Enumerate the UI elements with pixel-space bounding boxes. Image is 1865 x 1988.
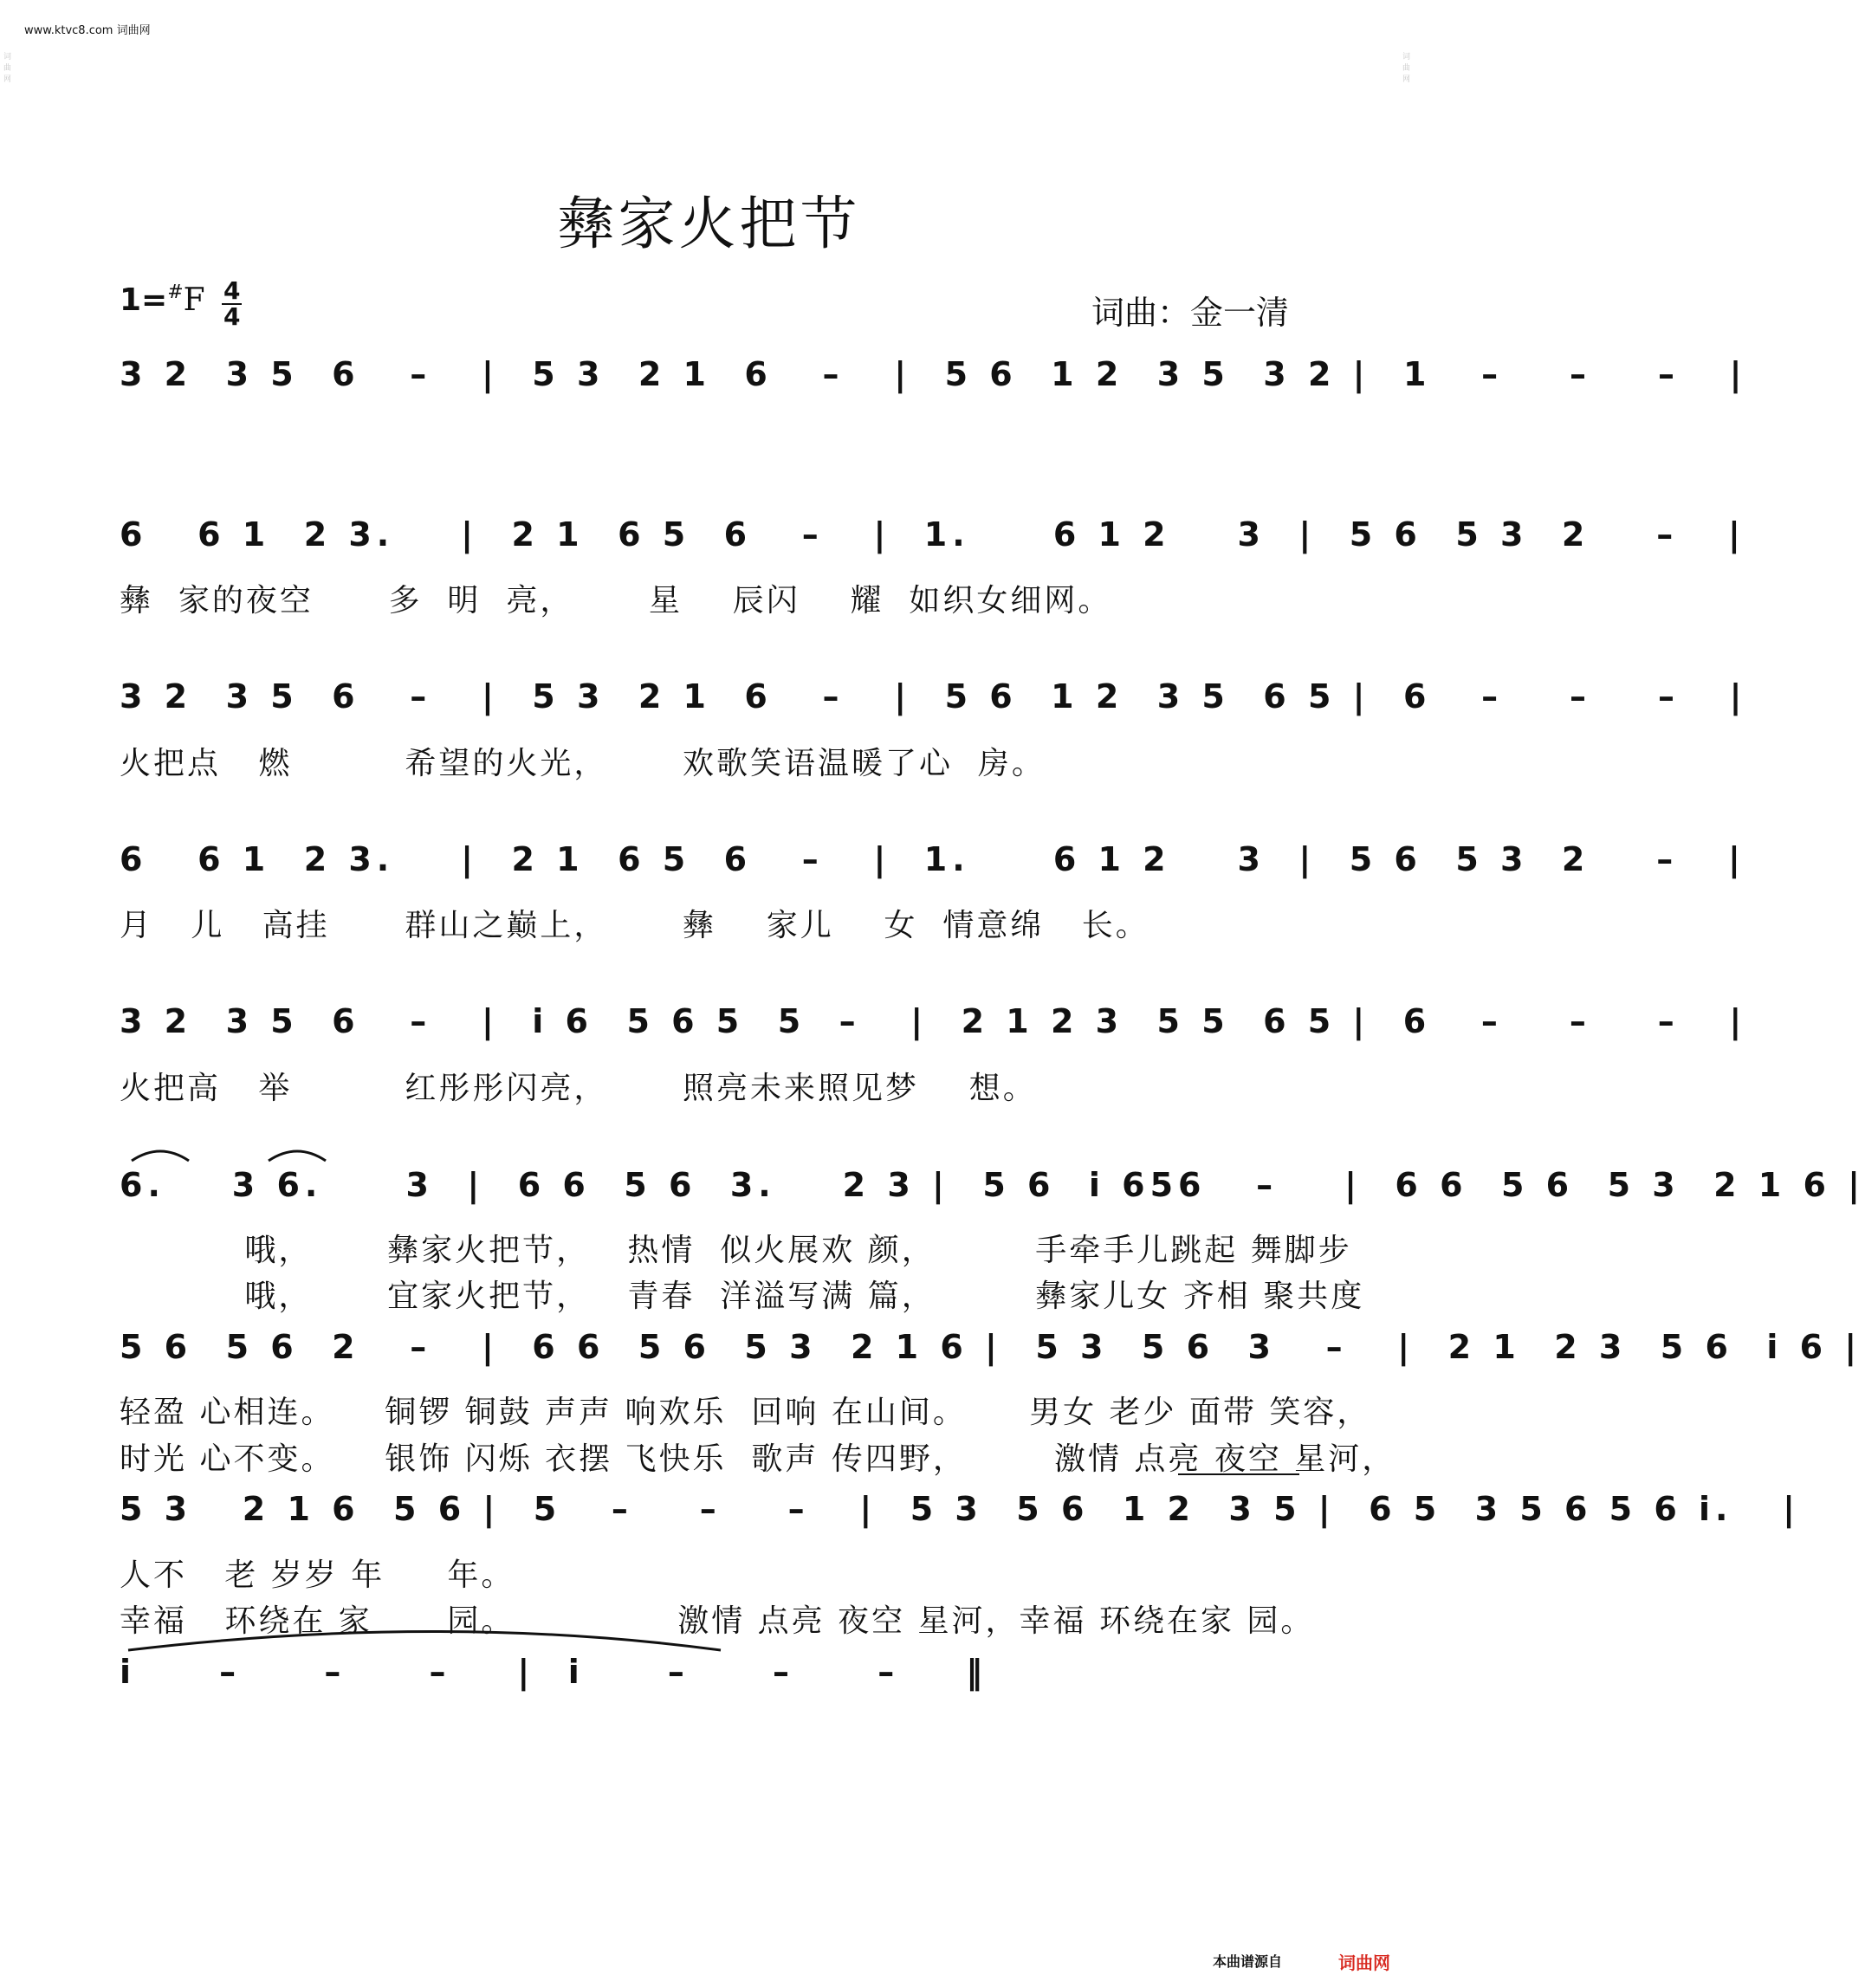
lyric-line-2: 彝 家的夜空 多 明 亮， 星 辰闪 耀 如织女细网。 [120,583,1112,618]
notation-line-6: 6. 3 6. 3 | 6 6 5 6 3. 2 3 | 5 6 i 656 – | 6 6 5 6 5 3 2 1 6 | [120,1166,1865,1204]
key-note: F [183,282,205,318]
side-watermark-left: 词曲网 [3,53,12,84]
lyric-line-7b: 时光 心不变。 银饰 闪烁 衣摆 飞快乐 歌声 传四野， 激情 点亮 夜空 星河， [120,1441,1396,1477]
notation-line-8: 5 3 2 1 6 5 6 | 5 – – – | 5 3 5 6 1 2 3 5 | 6 5 3 5 6 5 6 i. | [120,1490,1801,1528]
notation-line-3: 3 2 3 5 6 – | 5 3 2 1 6 – | 5 6 1 2 3 5 6 5 | 6 – – – | [120,677,1747,716]
notation-line-5: 3 2 3 5 6 – | i 6 5 6 5 5 – | 2 1 2 3 5 5 6 5 | 6 – – – | [120,1002,1747,1040]
notation-line-9: i – – – | i – – – ‖ [120,1653,988,1691]
footer-source: 本曲谱源自 [1213,1953,1283,1970]
lyric-line-8b: 幸福 环绕在 家 园。 激情 点亮 夜空 星河，幸福 环绕在家 园。 [120,1603,1315,1639]
key-prefix: 1= [120,282,168,318]
lyric-line-6a: 哦， 彝家火把节， 热情 似火展欢 颜， 手牵手儿跳起 舞脚步 [120,1233,1352,1268]
notation-line-4: 6 6 1 2 3. | 2 1 6 5 6 – | 1. 6 1 2 3 | 5 6 5 3 2 – | [120,840,1745,878]
composer-credit: 词曲：金一清 [1091,294,1290,332]
song-title: 彝家火把节 [557,191,861,257]
time-signature-bottom: 4 [223,302,241,331]
notation-line-7: 5 6 5 6 2 – | 6 6 5 6 5 3 2 1 6 | 5 3 5 6 3 – | 2 1 2 3 5 6 i 6 | [120,1328,1862,1366]
notation-line-1: 3 2 3 5 6 – | 5 3 2 1 6 – | 5 6 1 2 3 5 3 2 | 1 – – – | [120,355,1747,393]
notation-line-2: 6 6 1 2 3. | 2 1 6 5 6 – | 1. 6 1 2 3 | 5 6 5 3 2 – | [120,515,1745,554]
time-signature-top: 4 [223,276,241,305]
footer-brand[interactable]: 词曲网 [1338,1952,1390,1973]
lyric-line-5: 火把高 举 红彤彤闪亮， 照亮未来照见梦 想。 [120,1071,1037,1106]
lyric-line-7a: 轻盈 心相连。 铜锣 铜鼓 声声 响欢乐 回响 在山间。 男女 老少 面带 笑容， [120,1395,1371,1430]
tie-mark [269,1151,326,1161]
lyric-line-3: 火把点 燃 希望的火光， 欢歌笑语温暖了心 房。 [120,746,1046,781]
lyric-line-4: 月 儿 高挂 群山之巅上， 彝 家儿 女 情意绵 长。 [120,908,1149,943]
side-watermark-right: 词曲网 [1402,53,1411,84]
lyric-line-6b: 哦， 宜家火把节， 青春 洋溢写满 篇， 彝家儿女 齐相 聚共度 [120,1279,1365,1314]
slur-mark [128,1632,721,1651]
site-url: www.ktvc8.com 词曲网 [24,24,151,37]
sharp-sign: # [167,282,184,303]
tie-mark [132,1151,189,1161]
lyric-line-8a: 人不 老 岁岁 年 年。 [120,1557,515,1593]
